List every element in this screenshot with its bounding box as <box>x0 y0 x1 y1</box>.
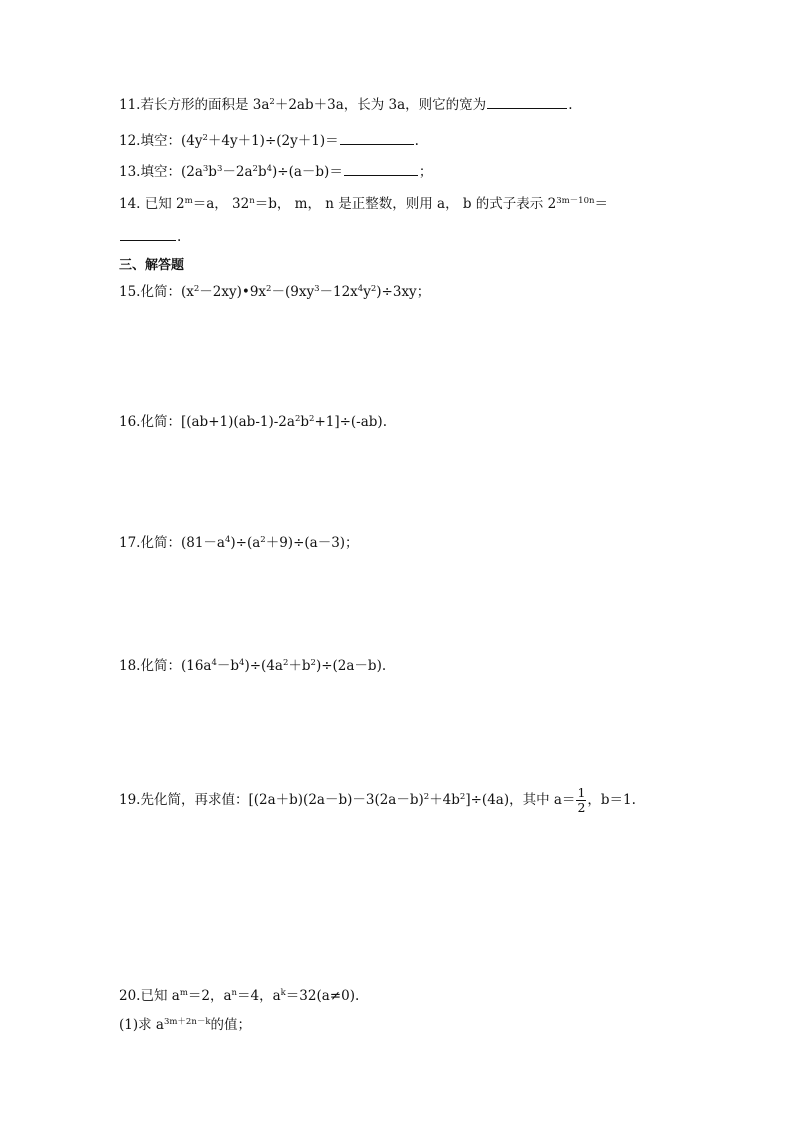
q18-text-a: 18.化简：(16a <box>119 658 212 674</box>
q15-text-b: －2xy)•9x <box>199 284 267 300</box>
q17-text-c: ＋9)÷(a－3)； <box>265 535 359 551</box>
q19-text-b: ＋4b <box>429 792 460 808</box>
question-17 <box>119 533 359 553</box>
q15-text-f: )÷3xy； <box>376 284 431 300</box>
q13-text-e: )÷(a－b)＝ <box>272 164 343 180</box>
q12-text-a: 12.填空：(4y <box>119 133 203 149</box>
q19-exp-1: 2 <box>423 792 430 802</box>
q18-text-b: －b <box>216 658 240 674</box>
q17-text-b: )÷(a <box>230 535 261 551</box>
q12-text-end: . <box>414 133 419 149</box>
q12-answer-blank[interactable] <box>340 130 414 145</box>
q17-exp-1: 4 <box>224 535 231 545</box>
q15-text-a: 15.化简：(x <box>119 284 194 300</box>
q17-text-a: 17.化简：(81－a <box>119 535 225 551</box>
section-title: 三、解答题 <box>119 258 185 273</box>
q20-text-a: 20.已知 a <box>119 988 180 1004</box>
q14-exp-2: n <box>249 196 255 206</box>
q18-exp-1: 4 <box>211 658 217 668</box>
q11-exp-1: 2 <box>269 97 275 107</box>
q20-text-d: ＝32(a≠0). <box>285 988 360 1004</box>
q14-answer-blank[interactable] <box>120 226 176 241</box>
q15-text-e: y <box>363 284 371 300</box>
question-12 <box>119 130 419 151</box>
q17-exp-2: 2 <box>260 535 266 545</box>
q12-exp-1: 2 <box>202 133 208 143</box>
q15-exp-2: 2 <box>266 284 272 294</box>
q14-text-b: ＝a， 32 <box>192 196 250 212</box>
q13-text-c: －2a <box>222 164 253 180</box>
q20-exp-2: n <box>231 988 237 998</box>
q13-text-a: 13.填空：(2a <box>119 164 203 180</box>
question-20 <box>119 986 359 1006</box>
q18-text-c: )÷(4a <box>244 658 283 674</box>
q13-exp-2: 3 <box>216 164 223 174</box>
q18-text-d: ＋b <box>288 658 311 674</box>
q12-text-b: ＋4y＋1)÷(2y＋1)＝ <box>207 133 339 149</box>
q19-fraction-denominator: 2 <box>577 800 586 815</box>
q20-text-c: ＝4，a <box>237 988 281 1004</box>
q13-answer-blank[interactable] <box>344 161 418 176</box>
q20-1-text-a: (1)求 a <box>119 1017 164 1033</box>
q13-text-d: b <box>257 164 267 180</box>
q16-exp-1: 2 <box>294 414 301 424</box>
q20-1-text-b: 的值； <box>210 1017 251 1033</box>
q15-exp-3: 3 <box>314 284 320 294</box>
q11-text-a: 11.若长方形的面积是 3a <box>119 97 270 113</box>
q16-text-c: +1]÷(-ab). <box>314 414 387 430</box>
q19-text-d: ，b＝1. <box>587 792 636 808</box>
q14-text-d: ＝ <box>594 196 608 212</box>
q13-text-b: b <box>208 164 217 180</box>
q13-exp-1: 3 <box>202 164 209 174</box>
q16-text-b: b <box>300 414 310 430</box>
question-14 <box>119 194 608 214</box>
q19-text-c: ]÷(4a)，其中 a＝ <box>465 792 576 808</box>
q15-exp-1: 2 <box>193 284 200 294</box>
q18-text-e: )÷(2a－b). <box>315 658 387 674</box>
q11-answer-blank[interactable] <box>487 94 567 109</box>
q14-exp-3: 3m－10n <box>556 196 595 206</box>
q15-exp-5: 2 <box>370 284 377 294</box>
question-19 <box>119 782 636 818</box>
q19-fraction <box>576 786 586 815</box>
q11-text-b: ＋2ab＋3a，长为 3a，则它的宽为 <box>274 97 487 113</box>
q13-exp-3: 2 <box>252 164 258 174</box>
q16-exp-2: 2 <box>309 414 315 424</box>
question-16 <box>119 412 387 432</box>
q13-exp-4: 4 <box>266 164 273 174</box>
q13-text-end: ； <box>418 164 433 180</box>
q18-exp-2: 4 <box>239 658 245 668</box>
question-13 <box>119 161 432 182</box>
q15-exp-4: 4 <box>357 284 364 294</box>
q19-exp-2: 2 <box>459 792 466 802</box>
q11-text-end: . <box>568 97 573 113</box>
q18-exp-4: 2 <box>310 658 316 668</box>
q18-exp-3: 2 <box>282 658 289 668</box>
q14-text-a: 14. 已知 2 <box>119 196 185 212</box>
q20-1-exp-1: 3m＋2n－k <box>163 1017 211 1027</box>
q20-exp-1: m <box>179 988 188 998</box>
q14-exp-1: m <box>184 196 193 206</box>
q19-fraction-numerator: 1 <box>577 785 586 800</box>
q16-text-a: 16.化简：[(ab+1)(ab-1)-2a <box>119 414 295 430</box>
question-18 <box>119 656 386 676</box>
q15-text-d: －12x <box>319 284 358 300</box>
q14-text-c: ＝b， m， n 是正整数，则用 a， b 的式子表示 2 <box>254 196 557 212</box>
question-15 <box>119 282 430 302</box>
q14-text-end: . <box>177 229 182 245</box>
question-20-part-1 <box>119 1015 251 1035</box>
q15-text-c: －(9xy <box>271 284 315 300</box>
question-11 <box>119 94 572 115</box>
q19-text-a: 19.先化简，再求值：[(2a＋b)(2a－b)－3(2a－b) <box>119 792 424 808</box>
q20-text-b: ＝2，a <box>187 988 232 1004</box>
question-14-continued <box>119 226 181 247</box>
q20-exp-3: k <box>280 988 286 998</box>
